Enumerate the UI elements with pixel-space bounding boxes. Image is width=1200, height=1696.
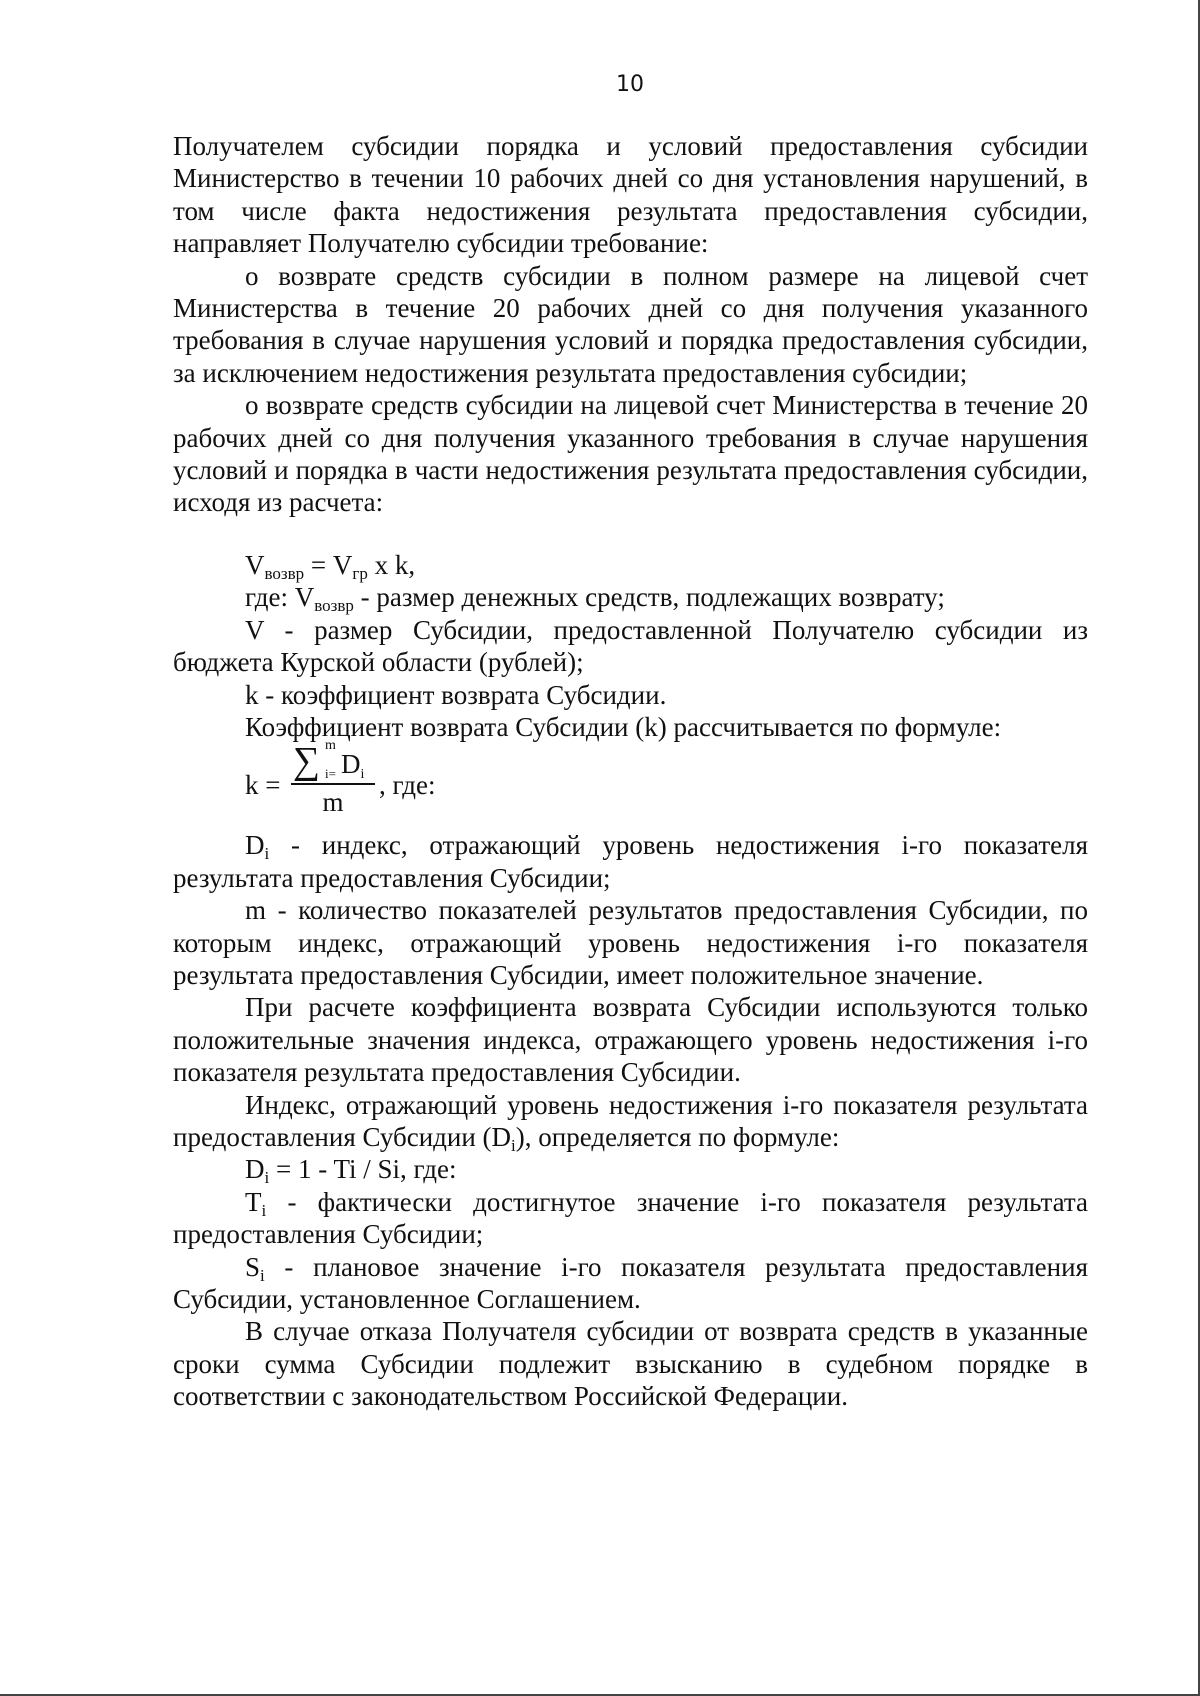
paragraph-index-intro xyxy=(173,1089,1088,1154)
formula-d-letter: D xyxy=(245,1154,265,1185)
definition-s-letter: S xyxy=(245,1251,261,1282)
formula-d-text: = 1 - Ti / Si, где: xyxy=(269,1154,457,1185)
formula-k-lhs: k = xyxy=(245,770,281,801)
formula-k xyxy=(245,738,1088,829)
spacer xyxy=(173,519,1088,549)
definition-d xyxy=(173,829,1088,894)
formula-k-denominator: m xyxy=(322,787,344,818)
formula-d-subscript: i xyxy=(264,1168,270,1188)
index-intro-subscript: i xyxy=(511,1135,516,1155)
definition-subsidy-volume: V - размер Субсидии, предоставленной Получателю субсидии из бюджета Курской области (рублей); xyxy=(173,614,1088,678)
definition-v-refund xyxy=(173,581,1088,616)
numerator-d: D xyxy=(341,749,361,780)
formula-d xyxy=(173,1153,1088,1188)
numerator-d-subscript: i xyxy=(360,767,365,783)
formula-v-equals: = V xyxy=(304,549,353,580)
sigma-symbol: ∑ xyxy=(293,740,321,783)
formula-vgr-subscript: гр xyxy=(352,563,368,583)
document-body xyxy=(173,130,1088,1413)
paragraph-refusal: В случае отказа Получателя субсидии от возврата средств в указанные сроки сумма Субсидии подлежит взысканию в судебном порядке в соответствии с законодательством Российской Федерации. xyxy=(173,1316,1088,1412)
formula-k-fraction xyxy=(291,738,375,819)
paragraph-full-refund: о возврате средств субсидии в полном размере на лицевой счет Министерства в течение 20 рабочих дней со дня получения указанного требования в случае нарушения условий и порядка предоставления субсидии, за исключением недостижения результата предоставления субсидии; xyxy=(173,260,1088,388)
paragraph-partial-refund: о возврате средств субсидии на лицевой счет Министерства в течение 20 рабочих дней со дня получения указанного требования в случае нарушения условий и порядка в части недостижения результата предоставления субсидии, исходя из расчета: xyxy=(173,390,1088,518)
formula-v-subscript: возвр xyxy=(264,563,305,583)
formula-v-tail: x k, xyxy=(367,549,416,580)
formula-refund-volume xyxy=(173,549,1088,581)
numerator-term xyxy=(341,749,365,783)
paragraph-positive-values: При расчете коэффициента возврата Субсидии используются только положительные значения индекса, отражающего уровень недостижения i-го показателя результата предоставления Субсидии. xyxy=(173,992,1088,1088)
definition-k: k - коэффициент возврата Субсидии. xyxy=(245,679,667,710)
formula-k-numerator xyxy=(291,738,375,783)
definition-t-letter: T xyxy=(245,1186,262,1217)
definition-s xyxy=(173,1251,1088,1316)
definition-v-prefix: где: V xyxy=(245,582,315,613)
paragraph-requirement-intro: Получателем субсидии порядка и условий предоставления субсидии Министерство в течении 10 рабочих дней со дня установления нарушений, в том числе факта недостижения результата предоставления субсидии, направляет Получателю субсидии требование: xyxy=(173,131,1088,259)
definition-v-subscript: возвр xyxy=(314,596,354,616)
sigma-lower-limit: i= xyxy=(325,766,336,782)
definition-d-subscript: i xyxy=(264,844,270,864)
index-intro-tail: ), определяется по формуле: xyxy=(515,1121,840,1152)
index-intro-text: Индекс, отражающий уровень недостижения i-го показателя результата предоставления Субсидии (D xyxy=(173,1089,1088,1152)
page-number: 10 xyxy=(616,72,644,97)
definition-v-text: - размер денежных средств, подлежащих возврату; xyxy=(353,582,945,613)
definition-t-subscript: i xyxy=(261,1200,267,1220)
definition-d-text: - индекс, отражающий уровень недостижения i-го показателя результата предоставления Субсидии; xyxy=(173,830,1088,893)
definition-t xyxy=(173,1186,1088,1251)
definition-d-letter: D xyxy=(245,830,265,861)
formula-k-rhs: , где: xyxy=(379,770,436,801)
definition-m: m - количество показателей результатов предоставления Субсидии, по которым индекс, отражающий уровень недостижения i-го показателя результата предоставления Субсидии, имеет положительное значение. xyxy=(173,895,1088,990)
definition-t-text: - фактически достигнутое значение i-го показателя результата предоставления Субсидии; xyxy=(173,1186,1088,1250)
paragraph-k-intro: Коэффициент возврата Субсидии (k) рассчитывается по формуле: xyxy=(245,711,1002,742)
formula-v-letter: V xyxy=(245,549,265,580)
sigma-upper-limit: m xyxy=(325,738,336,754)
definition-s-subscript: i xyxy=(260,1265,265,1285)
definition-s-text: - плановое значение i-го показателя результата предоставления Субсидии, установленное Соглашением. xyxy=(173,1251,1088,1314)
